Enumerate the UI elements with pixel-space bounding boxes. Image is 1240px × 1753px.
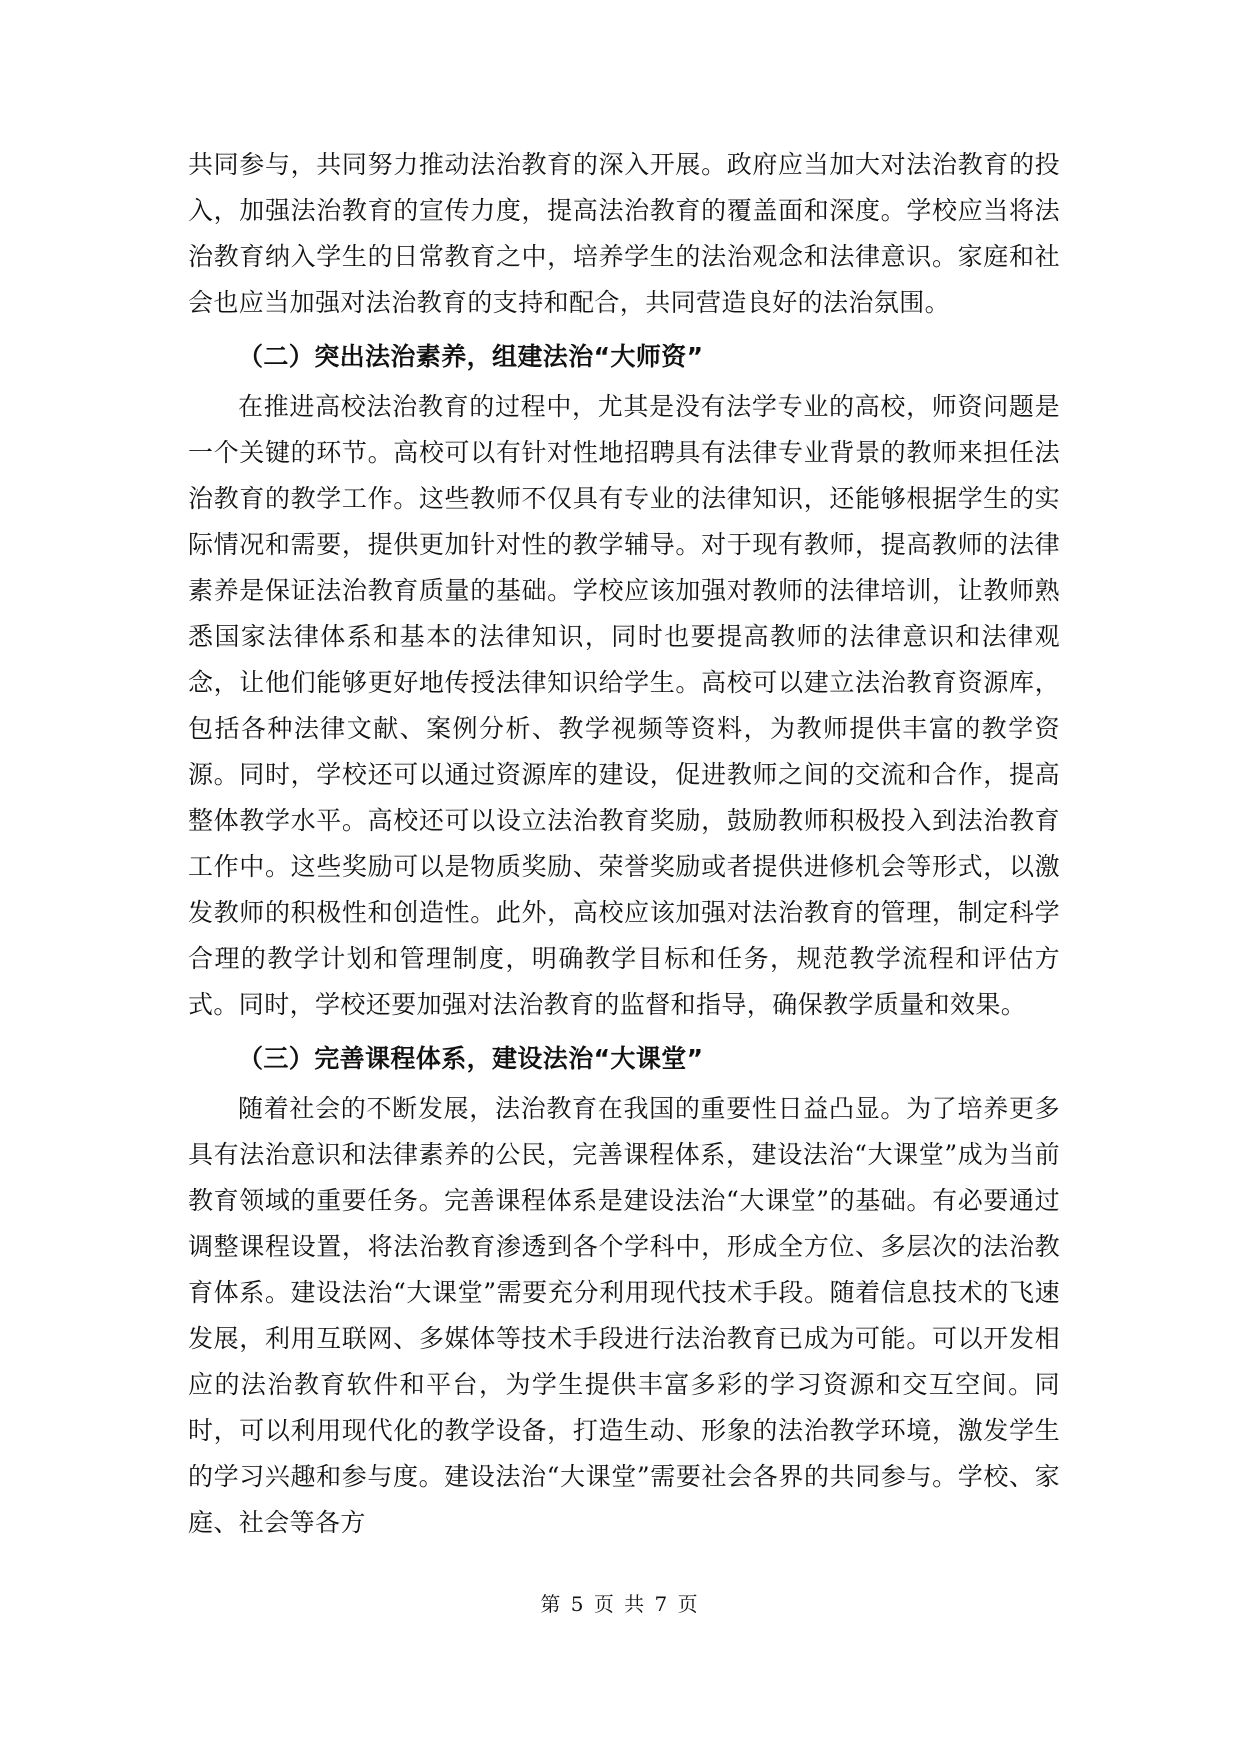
paragraph-curriculum: 随着社会的不断发展，法治教育在我国的重要性日益凸显。为了培养更多具有法治意识和法律素养的公民，完善课程体系，建设法治“大课堂”成为当前教育领域的重要任务。完善课程体系是建设法治“大课堂”的基础。有必要通过调整课程设置，将法治教育渗透到各个学科中，形成全方位、多层次的法治教育体系。建设法治“大课堂”需要充分利用现代技术手段。随着信息技术的飞速发展，利用互联网、多媒体等技术手段进行法治教育已成为可能。可以开发相应的法治教育软件和平台，为学生提供丰富多彩的学习资源和交互空间。同时，可以利用现代化的教学设备，打造生动、形象的法治教学环境，激发学生的学习兴趣和参与度。建设法治“大课堂”需要社会各界的共同参与。学校、家庭、社会等各方 — [188, 1094, 1060, 1537]
section-heading-3: （三）完善课程体系，建设法治“大课堂” — [238, 1044, 704, 1073]
document-body — [188, 142, 1060, 1546]
paragraph-faculty: 在推进高校法治教育的过程中，尤其是没有法学专业的高校，师资问题是一个关键的环节。高校可以有针对性地招聘具有法律专业背景的教师来担任法治教育的教学工作。这些教师不仅具有专业的法律知识，还能够根据学生的实际情况和需要，提供更加针对性的教学辅导。对于现有教师，提高教师的法律素养是保证法治教育质量的基础。学校应该加强对教师的法律培训，让教师熟悉国家法律体系和基本的法律知识，同时也要提高教师的法律意识和法律观念，让他们能够更好地传授法律知识给学生。高校可以建立法治教育资源库，包括各种法律文献、案例分析、教学视频等资料，为教师提供丰富的教学资源。同时，学校还可以通过资源库的建设，促进教师之间的交流和合作，提高整体教学水平。高校还可以设立法治教育奖励，鼓励教师积极投入到法治教育工作中。这些奖励可以是物质奖励、荣誉奖励或者提供进修机会等形式，以激发教师的积极性和创造性。此外，高校应该加强对法治教育的管理，制定科学合理的教学计划和管理制度，明确教学目标和任务，规范教学流程和评估方式。同时，学校还要加强对法治教育的监督和指导，确保教学质量和效果。 — [188, 392, 1060, 1019]
paragraph-continuation: 共同参与，共同努力推动法治教育的深入开展。政府应当加大对法治教育的投入，加强法治教育的宣传力度，提高法治教育的覆盖面和深度。学校应当将法治教育纳入学生的日常教育之中，培养学生的法治观念和法律意识。家庭和社会也应当加强对法治教育的支持和配合，共同营造良好的法治氛围。 — [188, 150, 1060, 317]
page-number-footer: 第 5 页 共 7 页 — [540, 1592, 700, 1616]
section-heading-2: （二）突出法治素养，组建法治“大师资” — [238, 342, 704, 371]
